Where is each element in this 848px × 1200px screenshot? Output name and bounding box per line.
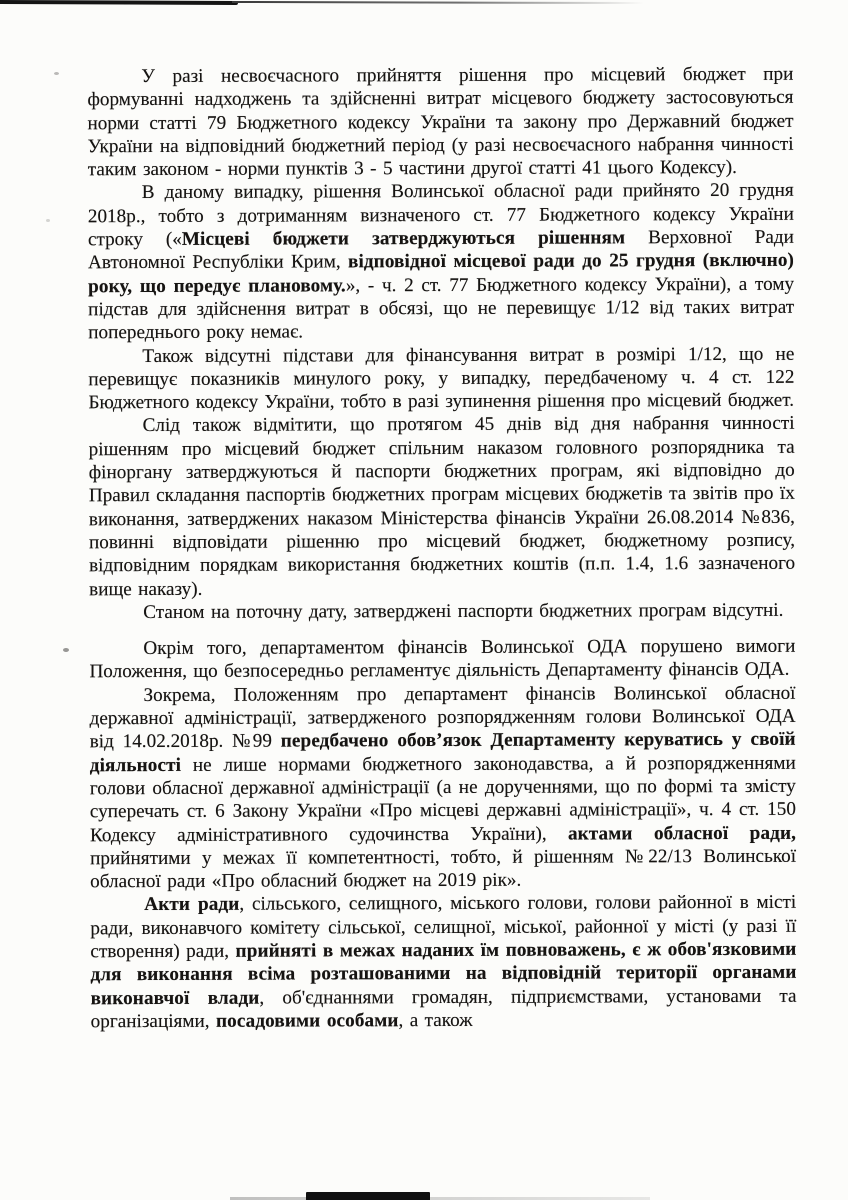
document-text-block xyxy=(87,63,796,1034)
text-run: , об'єднаннями громадян, підприємствами, установами та організаціями, xyxy=(90,985,797,1033)
paragraph xyxy=(89,599,795,625)
paragraph xyxy=(88,179,795,345)
scan-speck xyxy=(54,72,59,75)
text-run: », - ч. 2 ст. 77 Бюджетного кодексу України), а тому підстав для здійснення витрат в обсязі, що не перевищує 1/12 від таких витрат попереднього року немає. xyxy=(88,273,795,344)
text-run: У разі несвоєчасного прийняття рішення про місцевий бюджет при формуванні надходжень та здійсненні витрат місцевого бюджету застосовуються норми статті 79 Бюджетного кодексу України та закону про Державний бюджет України на відповідний бюджетний період (у разі несвоєчасного набрання чинності таким законом - норми пунктів 3 - 5 частини другої статті 41 цього Кодексу). xyxy=(87,63,794,181)
bold-text-run: передбачено обов’язок Департаменту керуватись у своїй діяльності xyxy=(89,729,796,776)
scan-speck xyxy=(63,648,69,652)
scan-artifact-bottom-mark xyxy=(306,1192,430,1200)
scan-speck xyxy=(46,219,50,222)
bold-text-run: Місцеві бюджети затверджуються рішенням xyxy=(181,227,626,250)
bold-text-run: актами обласної ради, xyxy=(567,822,797,845)
text-run: Станом на поточну дату, затверджені паспорти бюджетних програм відсутні. xyxy=(143,599,784,623)
paragraph xyxy=(90,891,796,1033)
text-run: В даному випадку, рішення Волинської обласної ради прийнято 20 грудня 2018р., тобто з дотриманням визначеного ст. 77 Бюджетного кодексу України строку (« xyxy=(87,180,794,251)
text-run: Верховної Ради Автономної Республіки Крим, xyxy=(87,226,794,274)
bold-text-run: Акти ради xyxy=(144,894,240,916)
text-run: , сільського, селищного, міського голови, голови районної в місті ради, виконавчого комітету сільської, селищної, міської, районної у місті (у разі її створення) ради, xyxy=(90,892,797,963)
paragraph xyxy=(89,412,796,601)
paragraph xyxy=(88,342,794,414)
text-run: , а також xyxy=(398,1009,473,1032)
text-run: Слід також відмітити, що протягом 45 днів від дня набрання чинності рішенням про місцевий бюджет спільним наказом головного розпорядника та фіноргану затверджуються й паспорти бюджетних програм, які відповідно до Правил складання паспортів бюджетних програм місцевих бюджетів та звітів про їх виконання, затверджених наказом Міністерства фінансів України 26.08.2014 №836, повинні відповідати рішенню про місцевий бюджет, бюджетному розпису, відповідним порядкам використання бюджетних коштів (п.п. 1.4, 1.6 зазначеного вище наказу). xyxy=(88,413,796,600)
text-run: Зокрема, Положенням про департамент фінансів Волинської обласної державної адміністрації, затвердженого розпорядженням голови Волинської ОДА від 14.02.2018р. №99 xyxy=(89,682,796,753)
paragraph xyxy=(87,63,793,182)
bold-text-run: посадовими особами xyxy=(215,1010,399,1032)
paragraph xyxy=(89,681,796,893)
bold-text-run: відповідної місцевої ради до 25 грудня (включно) року, що передує плановому. xyxy=(88,250,795,297)
paragraph xyxy=(89,635,795,684)
text-run: Також відсутні підстави для фінансування витрат в розмірі 1/12, що не перевищує показників минулого року, у випадку, передбаченому ч. 4 ст. 122 Бюджетного кодексу України, тобто в разі зупинення рішення про місцевий бюджет. xyxy=(88,343,795,414)
scan-artifact-top-edge-thick xyxy=(0,0,238,5)
text-run: не лише нормами бюджетного законодавства, а й розпорядженнями голови обласної державної адміністрації (а не дорученнями, що по формі та змісту суперечать ст. 6 Закону України «Про місцеві державні адміністрації», ч. 4 ст. 150 Кодексу адміністративного судочинства України), xyxy=(89,752,796,846)
text-run: прийнятими у межах її компетентності, тобто, й рішенням №22/13 Волинської обласної ради «Про обласний бюджет на 2019 рік». xyxy=(90,845,797,893)
text-run: Окрім того, департаментом фінансів Волинської ОДА порушено вимоги Положення, що безпосередньо регламентує діяльність Департаменту фінансів ОДА. xyxy=(89,635,796,683)
scan-artifact-top-edge-thin xyxy=(232,1,644,4)
bold-text-run: прийняті в межах наданих їм повноважень, є ж обов'язковими для виконання всіма розташованими на відповідній території органами виконавчої влади xyxy=(90,938,797,1009)
